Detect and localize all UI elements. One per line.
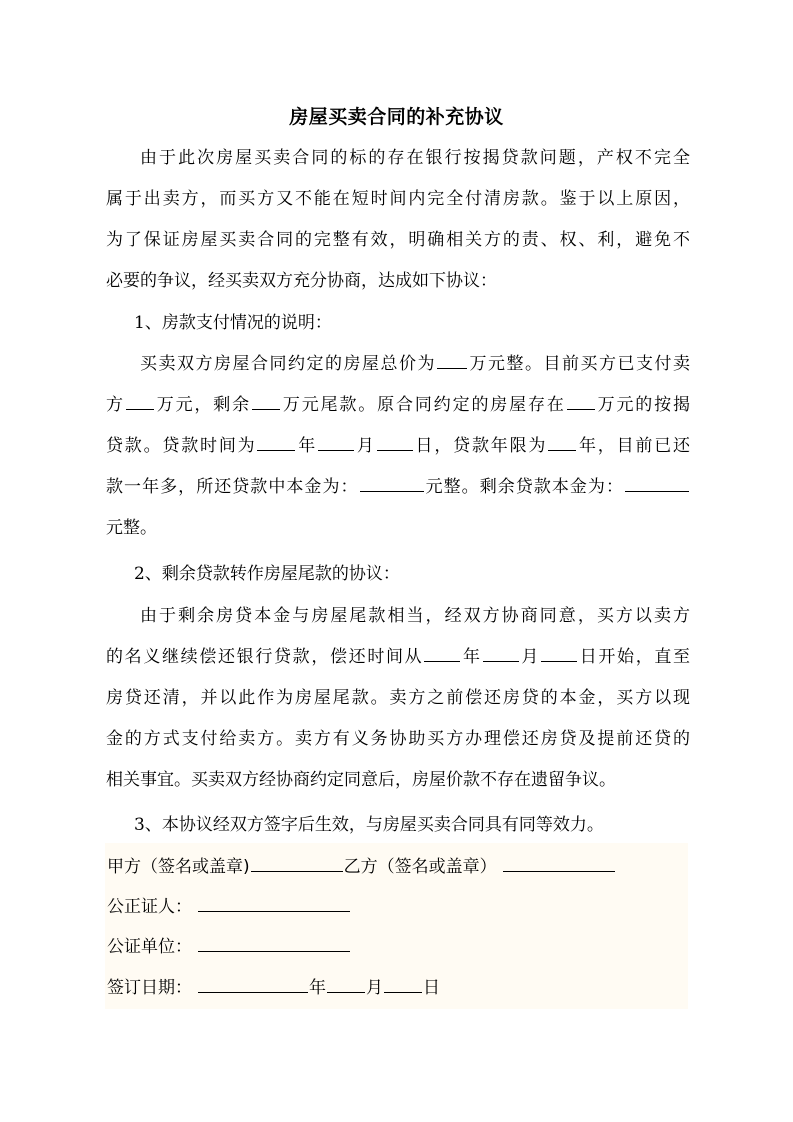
text: 年 bbox=[296, 436, 318, 456]
signature-block bbox=[105, 843, 688, 1009]
section-1-heading: 1、房款支付情况的说明： bbox=[134, 313, 332, 333]
notary-office-blank[interactable] bbox=[198, 936, 350, 952]
intro-line-4: 必要的争议，经买卖双方充分协商，达成如下协议： bbox=[106, 271, 497, 291]
total-price-blank[interactable] bbox=[437, 353, 467, 369]
text: 万元尾款。原合同约定的房屋存在 bbox=[281, 395, 566, 415]
repay-day-blank[interactable] bbox=[541, 646, 577, 662]
text: 日，贷款年限为 bbox=[413, 436, 548, 456]
intro-paragraph bbox=[106, 138, 690, 302]
text: 月 bbox=[355, 436, 376, 456]
text: 万元的按揭 bbox=[595, 395, 691, 415]
party-a-signature-blank[interactable] bbox=[251, 856, 343, 872]
section-2-paragraph bbox=[106, 596, 690, 801]
text: 的名义继续偿还银行贷款，偿还时间从 bbox=[106, 647, 424, 667]
month-label: 月 bbox=[366, 978, 383, 998]
party-b-signature-blank[interactable] bbox=[503, 856, 615, 872]
party-b-label: 乙方（签名或盖章） bbox=[343, 857, 497, 877]
section-1-line-1 bbox=[106, 344, 690, 385]
loan-month-blank[interactable] bbox=[318, 435, 354, 451]
section-2-line-2 bbox=[106, 637, 690, 678]
section-1-line-4 bbox=[106, 467, 690, 508]
section-1-line-3 bbox=[106, 426, 690, 467]
text: 万元整。目前买方已支付卖 bbox=[468, 354, 690, 374]
paid-amount-blank[interactable] bbox=[126, 394, 154, 410]
section-2-line-1: 由于剩余房贷本金与房屋尾款相当，经双方协商同意，买方以卖方 bbox=[140, 606, 690, 626]
principal-remaining-blank[interactable] bbox=[625, 476, 689, 492]
day-label: 日 bbox=[423, 978, 440, 998]
notary-office-label: 公证单位： bbox=[107, 937, 192, 957]
sign-date-row bbox=[107, 976, 440, 1000]
sign-year-blank[interactable] bbox=[198, 977, 308, 993]
notary-office-row bbox=[107, 935, 351, 959]
section-1-line-5: 元整。 bbox=[106, 518, 157, 538]
loan-term-blank[interactable] bbox=[548, 435, 576, 451]
notary-row bbox=[107, 895, 351, 919]
section-1-line-2 bbox=[106, 385, 690, 426]
intro-line-1: 由于此次房屋买卖合同的标的存在银行按揭贷款问题，产权不完全 bbox=[140, 148, 690, 168]
sign-month-blank[interactable] bbox=[327, 977, 365, 993]
notary-blank[interactable] bbox=[198, 896, 350, 912]
text: 买卖双方房屋合同约定的房屋总价为 bbox=[140, 354, 436, 374]
text: 月 bbox=[519, 647, 541, 667]
text: 年 bbox=[461, 647, 482, 667]
year-label: 年 bbox=[309, 978, 326, 998]
repay-month-blank[interactable] bbox=[483, 646, 519, 662]
text: 贷款。贷款时间为 bbox=[106, 436, 257, 456]
party-signature-row bbox=[107, 855, 616, 879]
remaining-amount-blank[interactable] bbox=[252, 394, 280, 410]
text: 日开始，直至 bbox=[578, 647, 691, 667]
document-title: 房屋买卖合同的补充协议 bbox=[289, 106, 504, 128]
party-a-label: 甲方（签名或盖章) bbox=[107, 857, 250, 877]
intro-line-2: 属于出卖方，而买方又不能在短时间内完全付清房款。鉴于以上原因， bbox=[106, 189, 690, 209]
text: 年，目前已还 bbox=[577, 436, 691, 456]
section-2-heading: 2、剩余贷款转作房屋尾款的协议： bbox=[134, 564, 400, 584]
loan-day-blank[interactable] bbox=[377, 435, 413, 451]
text: 万元，剩余 bbox=[154, 395, 252, 415]
section-1-paragraph bbox=[106, 344, 690, 549]
sign-day-blank[interactable] bbox=[384, 977, 422, 993]
repay-year-blank[interactable] bbox=[424, 646, 460, 662]
principal-paid-blank[interactable] bbox=[360, 476, 424, 492]
section-2-line-3: 房贷还清，并以此作为房屋尾款。卖方之前偿还房贷的本金，买方以现 bbox=[106, 688, 690, 708]
text: 元整。剩余贷款本金为： bbox=[424, 477, 625, 497]
sign-date-label: 签订日期： bbox=[107, 978, 192, 998]
loan-year-blank[interactable] bbox=[257, 435, 295, 451]
section-2-line-5: 相关事宜。买卖双方经协商约定同意后，房屋价款不存在遗留争议。 bbox=[106, 770, 616, 790]
mortgage-amount-blank[interactable] bbox=[567, 394, 595, 410]
notary-label: 公正证人： bbox=[107, 897, 192, 917]
intro-line-3: 为了保证房屋买卖合同的完整有效，明确相关方的责、权、利，避免不 bbox=[106, 230, 690, 250]
section-3-heading: 3、本协议经双方签字后生效，与房屋买卖合同具有同等效力。 bbox=[134, 815, 604, 835]
section-2-line-4: 金的方式支付给卖方。卖方有义务协助买方办理偿还房贷及提前还贷的 bbox=[106, 729, 690, 749]
text: 款一年多，所还贷款中本金为： bbox=[106, 477, 359, 497]
text: 方 bbox=[106, 395, 125, 415]
